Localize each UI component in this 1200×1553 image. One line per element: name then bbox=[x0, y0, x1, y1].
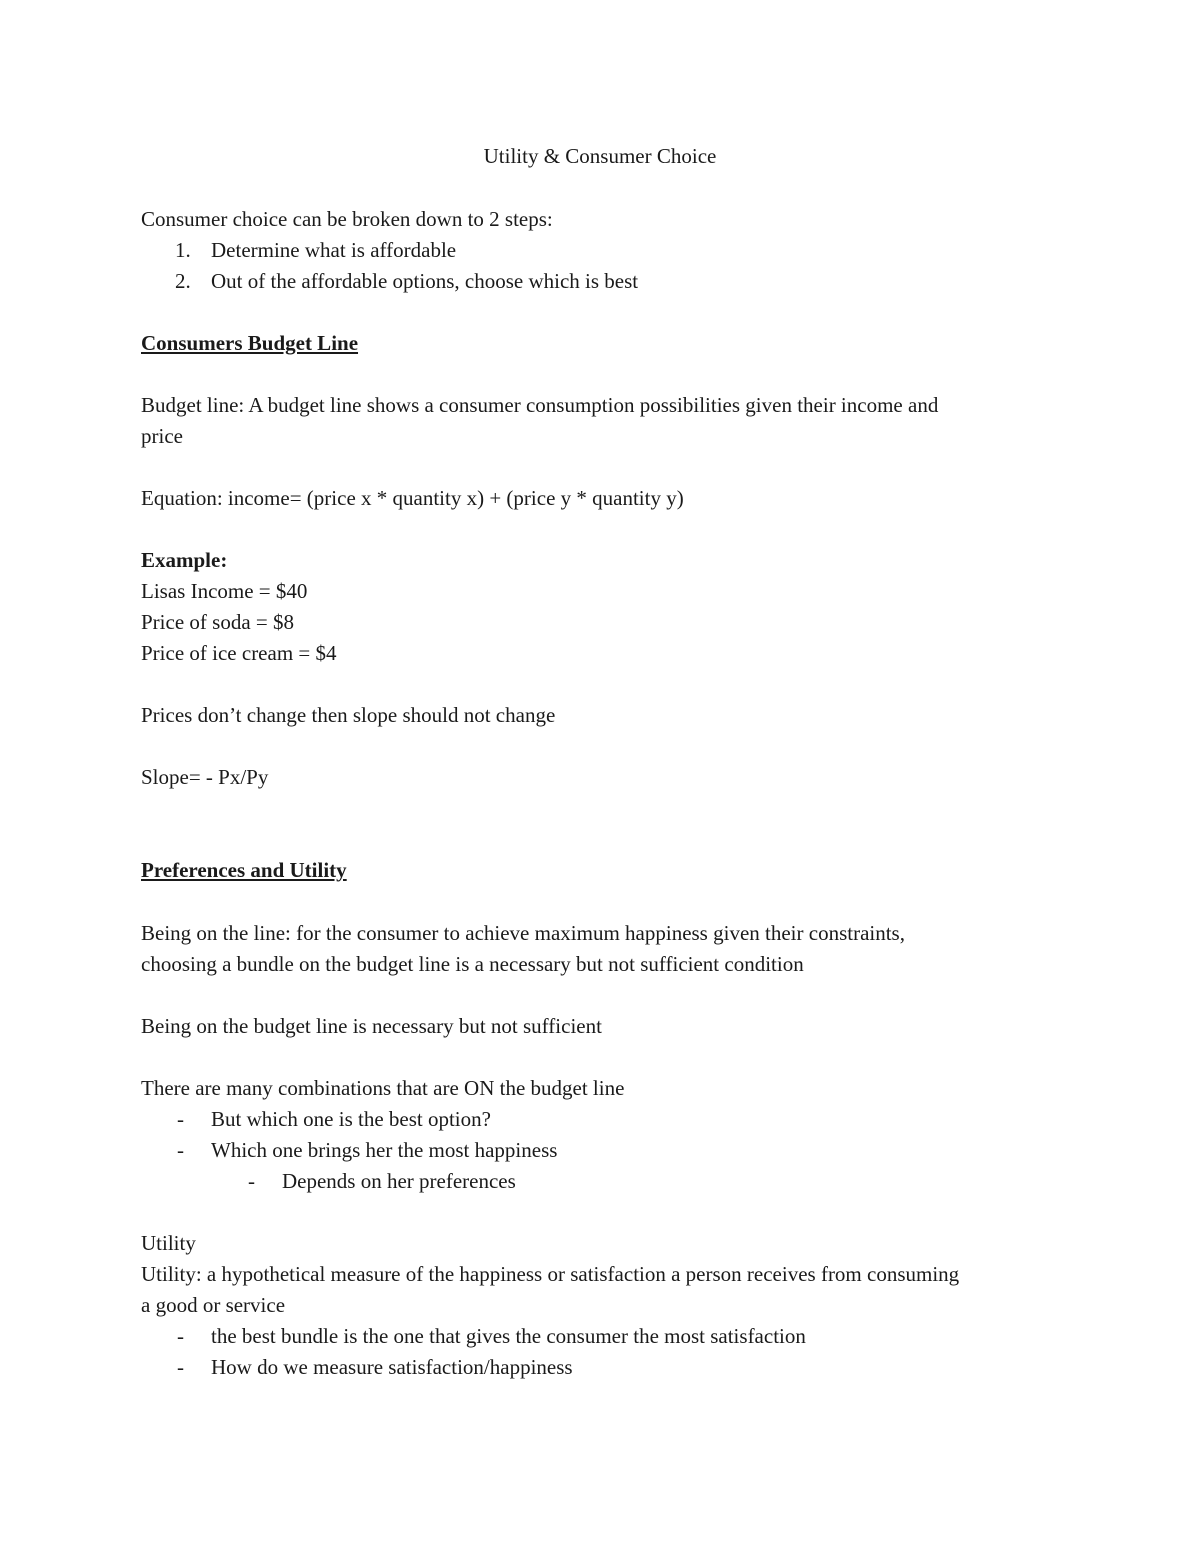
bullet-dash: - bbox=[177, 1107, 184, 1131]
step-text: Out of the affordable options, choose which is best bbox=[211, 269, 639, 293]
example-soda-price: Price of soda = $8 bbox=[141, 610, 294, 634]
prices-note: Prices don’t change then slope should not change bbox=[141, 703, 556, 727]
step-number: 1. bbox=[175, 238, 191, 262]
list-item: the best bundle is the one that gives the consumer the most satisfaction bbox=[211, 1324, 806, 1348]
example-ice-cream-price: Price of ice cream = $4 bbox=[141, 641, 337, 665]
on-line-paragraph-cont: choosing a bundle on the budget line is a necessary but not sufficient condition bbox=[141, 952, 804, 976]
page-title: Utility & Consumer Choice bbox=[483, 144, 717, 168]
budget-equation: Equation: income= (price x * quantity x) + (price y * quantity y) bbox=[141, 486, 684, 510]
bullet-dash: - bbox=[177, 1138, 184, 1162]
list-item: How do we measure satisfaction/happiness bbox=[211, 1355, 573, 1379]
list-item: But which one is the best option? bbox=[211, 1107, 491, 1131]
bullet-dash: - bbox=[177, 1324, 184, 1348]
necessary-statement: Being on the budget line is necessary but not sufficient bbox=[141, 1014, 602, 1038]
step-text: Determine what is affordable bbox=[211, 238, 457, 262]
on-line-paragraph: Being on the line: for the consumer to achieve maximum happiness given their constraints, bbox=[141, 921, 905, 945]
example-label: Example: bbox=[141, 548, 228, 572]
utility-label: Utility bbox=[141, 1231, 196, 1255]
list-item: Which one brings her the most happiness bbox=[211, 1138, 558, 1162]
combinations-statement: There are many combinations that are ON the budget line bbox=[141, 1076, 625, 1100]
bullet-dash: - bbox=[248, 1169, 255, 1193]
intro-text: Consumer choice can be broken down to 2 steps: bbox=[141, 207, 553, 231]
utility-definition-cont: a good or service bbox=[141, 1293, 286, 1317]
utility-definition: Utility: a hypothetical measure of the happiness or satisfaction a person receives from consuming bbox=[141, 1262, 960, 1286]
budget-line-heading: Consumers Budget Line bbox=[141, 331, 359, 355]
budget-line-definition: Budget line: A budget line shows a consumer consumption possibilities given their income and bbox=[141, 393, 939, 417]
slope-formula: Slope= - Px/Py bbox=[141, 765, 269, 789]
preferences-heading: Preferences and Utility bbox=[141, 858, 347, 882]
list-item: Depends on her preferences bbox=[282, 1169, 516, 1193]
step-number: 2. bbox=[175, 269, 191, 293]
bullet-dash: - bbox=[177, 1355, 184, 1379]
budget-line-definition-cont: price bbox=[141, 424, 183, 448]
example-income: Lisas Income = $40 bbox=[141, 579, 308, 603]
